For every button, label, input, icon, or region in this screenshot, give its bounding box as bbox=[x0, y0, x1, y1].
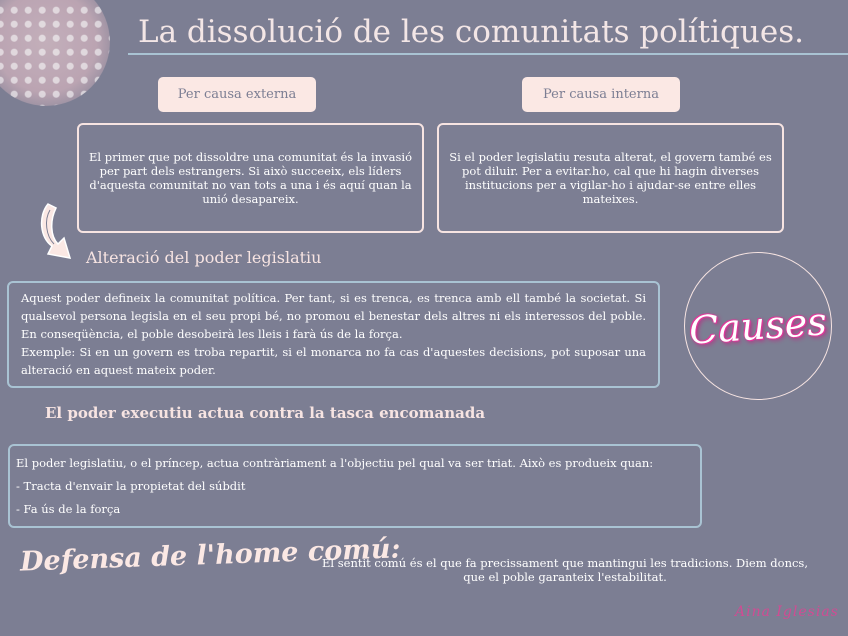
defensa-heading: Defensa de l'home comú: bbox=[19, 533, 401, 578]
external-cause-text: El primer que pot dissoldre una comunitat és la invasió per part dels estrangers. Si això succeeix, els líders d'aquesta comunitat no van tots a una i és aquí quan la unió desapareix. bbox=[88, 150, 413, 206]
executive-intro: El poder legislatiu, o el príncep, actua contràriament a l'objectiu pel qual va ser triat. Això es produeix quan: bbox=[16, 456, 654, 470]
internal-cause-tag: Per causa interna bbox=[522, 77, 680, 112]
legislative-box bbox=[7, 281, 660, 388]
external-cause-tag: Per causa externa bbox=[158, 77, 316, 112]
decorative-dotted-circle bbox=[0, 0, 110, 106]
executive-item: - Tracta d'envair la propietat del súbdit bbox=[16, 479, 246, 493]
legislative-paragraph: Aquest poder defineix la comunitat política. Per tant, si es trenca, es trenca amb ell també la societat. Si qualsevol persona legisla en el seu propi bé, no promou el benestar dels altres ni els interessos del poble. En conseqüència, el poble desobeirà les lleis i farà ús de la força. bbox=[21, 291, 646, 341]
curved-arrow-icon bbox=[34, 200, 76, 266]
executive-heading: El poder executiu actua contra la tasca encomanada bbox=[45, 404, 486, 422]
executive-item: - Fa ús de la força bbox=[16, 502, 121, 516]
title-underline bbox=[128, 53, 848, 55]
causes-label: Causes bbox=[687, 299, 829, 353]
page-title: La dissolució de les comunitats polítiques. bbox=[138, 14, 804, 50]
author-signature: Aina Iglesias bbox=[735, 604, 839, 620]
internal-cause-text: Si el poder legislatiu resuta alterat, el govern també es pot diluir. Per a evitar.ho, cal que hi hagin diverses institucions per a vigilar-ho i ajudar-se entre elles mateixes. bbox=[449, 150, 772, 206]
internal-cause-box bbox=[437, 123, 784, 233]
legislative-example: Exemple: Si en un govern es troba repartit, si el monarca no fa cas d'aquestes decisions, pot suposar una alteració en aquest mateix poder. bbox=[21, 345, 646, 377]
legislative-heading: Alteració del poder legislatiu bbox=[86, 248, 322, 267]
defensa-text: El sentit comú és el que fa precissament que mantingui les tradicions. Diem doncs, que el poble garanteix l'estabilitat. bbox=[322, 556, 808, 584]
external-cause-box bbox=[77, 123, 424, 233]
executive-box bbox=[8, 444, 702, 528]
causes-badge bbox=[684, 252, 832, 400]
